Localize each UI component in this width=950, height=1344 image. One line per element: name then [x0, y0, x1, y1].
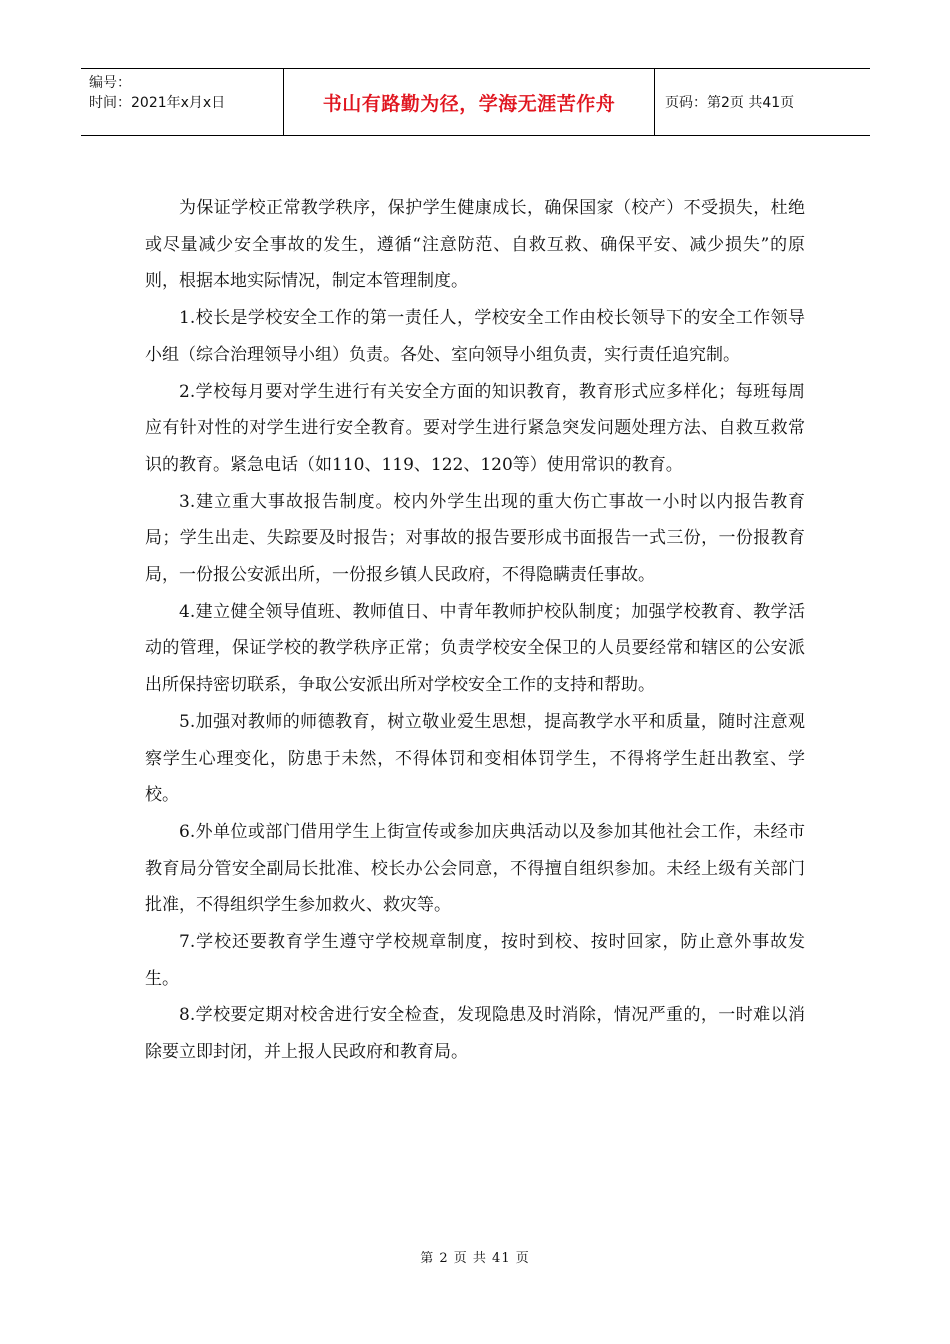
- document-time-label: 时间：2021年x月x日: [89, 95, 226, 111]
- header-motto: 书山有路勤为径，学海无涯苦作舟: [284, 69, 655, 135]
- paragraph-item-3: 3.建立重大事故报告制度。校内外学生出现的重大伤亡事故一小时以内报告教育局；学生出走、失踪要及时报告；对事故的报告要形成书面报告一式三份，一份报教育局，一份报公安派出所，一份报乡镇人民政府，不得隐瞒责任事故。: [145, 491, 805, 586]
- paragraph-item-7: 7.学校还要教育学生遵守学校规章制度，按时到校、按时回家，防止意外事故发生。: [145, 932, 805, 989]
- header-page-info: 页码：第2页 共41页: [665, 95, 795, 111]
- paragraph-item-1: 1.校长是学校安全工作的第一责任人，学校安全工作由校长领导下的安全工作领导小组（综合治理领导小组）负责。各处、室向领导小组负责，实行责任追究制。: [145, 308, 805, 365]
- paragraph-item-4: 4.建立健全领导值班、教师值日、中青年教师护校队制度；加强学校教育、教学活动的管理，保证学校的教学秩序正常；负责学校安全保卫的人员要经常和辖区的公安派出所保持密切联系，争取公安派出所对学校安全工作的支持和帮助。: [145, 601, 805, 696]
- document-number-label: 编号：: [89, 75, 131, 91]
- paragraph-intro: 为保证学校正常教学秩序，保护学生健康成长，确保国家（校产）不受损失，杜绝或尽量减少安全事故的发生，遵循“注意防范、自救互救、确保平安、减少损失”的原则，根据本地实际情况，制定本管理制度。: [145, 198, 805, 292]
- paragraph-item-8: 8.学校要定期对校舍进行安全检查，发现隐患及时消除，情况严重的，一时难以消除要立即封闭，并上报人民政府和教育局。: [145, 1005, 805, 1063]
- header-meta: [81, 69, 284, 135]
- page-header: [81, 68, 870, 136]
- page-footer: 第 2 页 共 41 页: [420, 1251, 530, 1266]
- paragraph-item-2: 2.学校每月要对学生进行有关安全方面的知识教育，教育形式应多样化；每班每周应有针对性的对学生进行安全教育。要对学生进行紧急突发问题处理方法、自救互救常识的教育。紧急电话（如110、119、122、120等）使用常识的教育。: [145, 381, 805, 475]
- document-body: [145, 190, 805, 1071]
- paragraph-item-6: 6.外单位或部门借用学生上街宣传或参加庆典活动以及参加其他社会工作，未经市教育局分管安全副局长批准、校长办公会同意，不得擅自组织参加。未经上级有关部门批准，不得组织学生参加救火、救灾等。: [145, 821, 805, 916]
- paragraph-item-5: 5.加强对教师的师德教育，树立敬业爱生思想，提高教学水平和质量，随时注意观察学生心理变化，防患于未然，不得体罚和变相体罚学生，不得将学生赶出教室、学校。: [145, 711, 805, 806]
